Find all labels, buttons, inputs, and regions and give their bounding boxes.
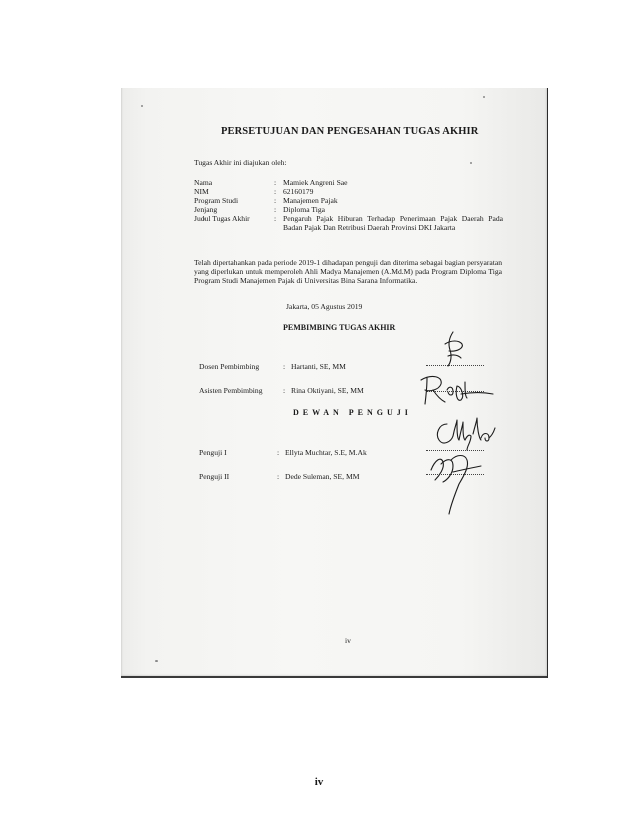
field-label-jenjang: Jenjang (194, 205, 218, 214)
field-colon: : (274, 178, 277, 187)
field-value-judul: Pengaruh Pajak Hiburan Terhadap Penerimaan Pajak Daerah Pada Badan Pajak Dan Retribusi Daerah Provinsi DKI Jakarta (283, 214, 503, 232)
field-label-program-studi: Program Studi (194, 196, 239, 205)
field-colon: : (283, 386, 286, 395)
field-colon: : (274, 187, 277, 196)
field-colon: : (274, 214, 277, 223)
field-label-judul: Judul Tugas Akhir (194, 214, 250, 223)
field-value-nama: Mamiek Angreni Sae (283, 178, 348, 187)
signature-dede-suleman (427, 450, 483, 516)
examiner-1-name: Ellyta Muchtar, S.E, M.Ak (285, 448, 367, 457)
field-colon: : (277, 448, 280, 457)
approval-paragraph: Telah dipertahankan pada periode 2019-1 dihadapan penguji dan diterima sebagai bagian persyaratan yang diperlukan untuk memperoleh Ahli Madya Manajemen (A.Md.M) pada Program Diploma Tiga Program Studi Manajemen Pajak di Universitas Bina Sarana Informatika. (194, 258, 502, 285)
supervisor-heading: PEMBIMBING TUGAS AKHIR (283, 323, 396, 332)
examiner-2-name: Dede Suleman, SE, MM (285, 472, 360, 481)
signature-ellyta-muchtar (433, 416, 499, 452)
assistant-supervisor-name: Rina Oktiyani, SE, MM (291, 386, 364, 395)
examiner-1-label: Penguji I (199, 448, 227, 457)
document-title: PERSETUJUAN DAN PENGESAHAN TUGAS AKHIR (221, 126, 479, 137)
field-value-nim: 62160179 (283, 187, 314, 196)
examiner-2-label: Penguji II (199, 472, 230, 481)
supervisor-label: Dosen Pembimbing (199, 362, 260, 371)
scan-speck (483, 96, 485, 98)
page-number: iv (314, 776, 324, 788)
field-colon: : (283, 362, 286, 371)
field-value-jenjang: Diploma Tiga (283, 205, 325, 214)
field-colon: : (277, 472, 280, 481)
field-label-nama: Nama (194, 178, 213, 187)
place-date: Jakarta, 05 Agustus 2019 (286, 302, 363, 311)
assistant-supervisor-label: Asisten Pembimbing (199, 386, 263, 395)
scan-bottom-edge (121, 676, 547, 678)
scan-speck (141, 105, 143, 107)
scan-right-edge (547, 88, 548, 678)
field-colon: : (274, 196, 277, 205)
scan-speck (155, 660, 158, 662)
scan-speck (470, 162, 472, 164)
scanned-approval-page (121, 88, 547, 678)
intro-text: Tugas Akhir ini diajukan oleh: (194, 158, 287, 167)
examiner-heading: DEWAN PENGUJI (293, 408, 412, 417)
inner-page-number: iv (345, 636, 351, 645)
signature-rina-oktiyani (417, 372, 497, 408)
supervisor-name: Hartanti, SE, MM (291, 362, 346, 371)
field-colon: : (274, 205, 277, 214)
field-value-program-studi: Manajemen Pajak (283, 196, 338, 205)
field-label-nim: NIM (194, 187, 209, 196)
signature-hartanti (439, 330, 469, 368)
